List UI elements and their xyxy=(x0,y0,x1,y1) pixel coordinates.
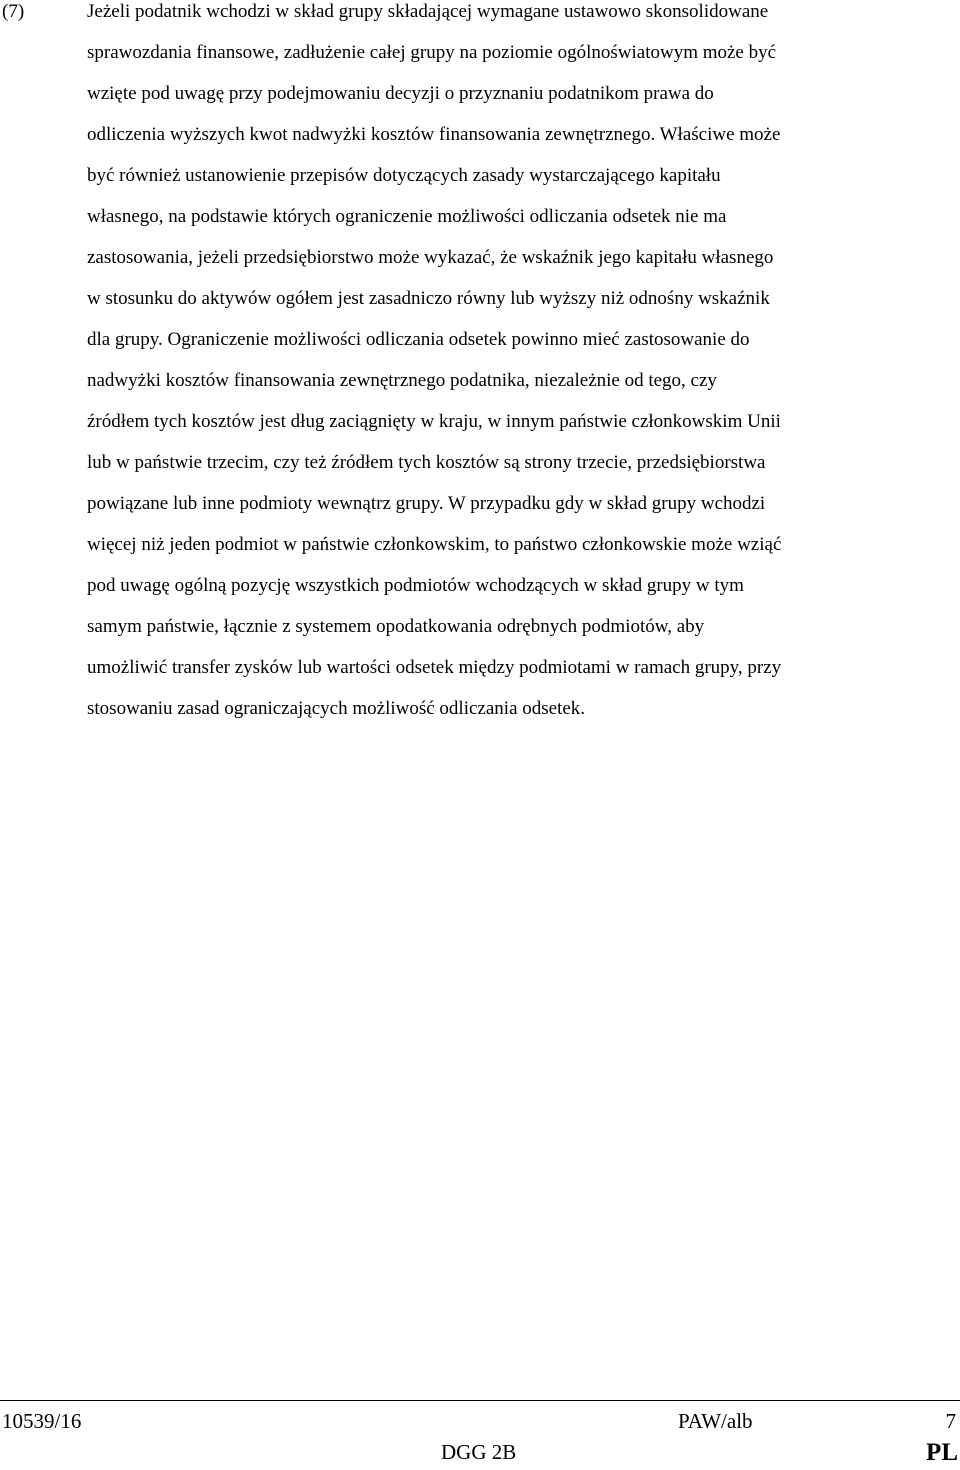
footer-page-number: 7 xyxy=(945,1409,956,1433)
text-line: wzięte pod uwagę przy podejmowaniu decyzji o przyznaniu podatnikom prawa do xyxy=(87,83,714,104)
text-line: nadwyżki kosztów finansowania zewnętrznego podatnika, niezależnie od tego, czy xyxy=(87,370,717,391)
text-line: sprawozdania finansowe, zadłużenie całej grupy na poziomie ogólnoświatowym może być xyxy=(87,42,777,63)
text-line: być również ustanowienie przepisów dotyczących zasady wystarczającego kapitału xyxy=(87,165,721,186)
text-line: zastosowania, jeżeli przedsiębiorstwo może wykazać, że wskaźnik jego kapitału własnego xyxy=(87,247,774,268)
text-line: źródłem tych kosztów jest dług zaciągnięty w kraju, w innym państwie członkowskim Unii xyxy=(87,411,781,432)
text-line: Jeżeli podatnik wchodzi w skład grupy składającej wymagane ustawowo skonsolidowane xyxy=(87,1,769,22)
text-line: umożliwić transfer zysków lub wartości odsetek między podmiotami w ramach grupy, przy xyxy=(87,657,782,678)
text-line: odliczenia wyższych kwot nadwyżki kosztów finansowania zewnętrznego. Właściwe może xyxy=(87,124,781,145)
text-line: więcej niż jeden podmiot w państwie członkowskim, to państwo członkowskie może wziąć xyxy=(87,534,782,555)
text-line: pod uwagę ogólną pozycję wszystkich podmiotów wchodzących w skład grupy w tym xyxy=(87,575,744,596)
text-line: powiązane lub inne podmioty wewnątrz grupy. W przypadku gdy w skład grupy wchodzi xyxy=(87,493,766,514)
text-line: własnego, na podstawie których ograniczenie możliwości odliczania odsetek nie ma xyxy=(87,206,727,227)
text-line: samym państwie, łącznie z systemem opodatkowania odrębnych podmiotów, aby xyxy=(87,616,705,637)
text-line: stosowaniu zasad ograniczających możliwość odliczania odsetek. xyxy=(87,698,586,719)
footer-author-code: PAW/alb xyxy=(678,1409,753,1433)
paragraph-number: (7) xyxy=(2,1,25,22)
footer-divider xyxy=(0,1400,960,1401)
text-line: dla grupy. Ograniczenie możliwości odliczania odsetek powinno mieć zastosowanie do xyxy=(87,329,750,350)
footer-language: PL xyxy=(926,1439,958,1466)
text-line: w stosunku do aktywów ogółem jest zasadniczo równy lub wyższy niż odnośny wskaźnik xyxy=(87,288,770,309)
text-line: lub w państwie trzecim, czy też źródłem tych kosztów są strony trzecie, przedsiębiorstwa xyxy=(87,452,766,473)
footer-directorate: DGG 2B xyxy=(441,1440,517,1464)
footer-doc-number: 10539/16 xyxy=(2,1409,82,1433)
